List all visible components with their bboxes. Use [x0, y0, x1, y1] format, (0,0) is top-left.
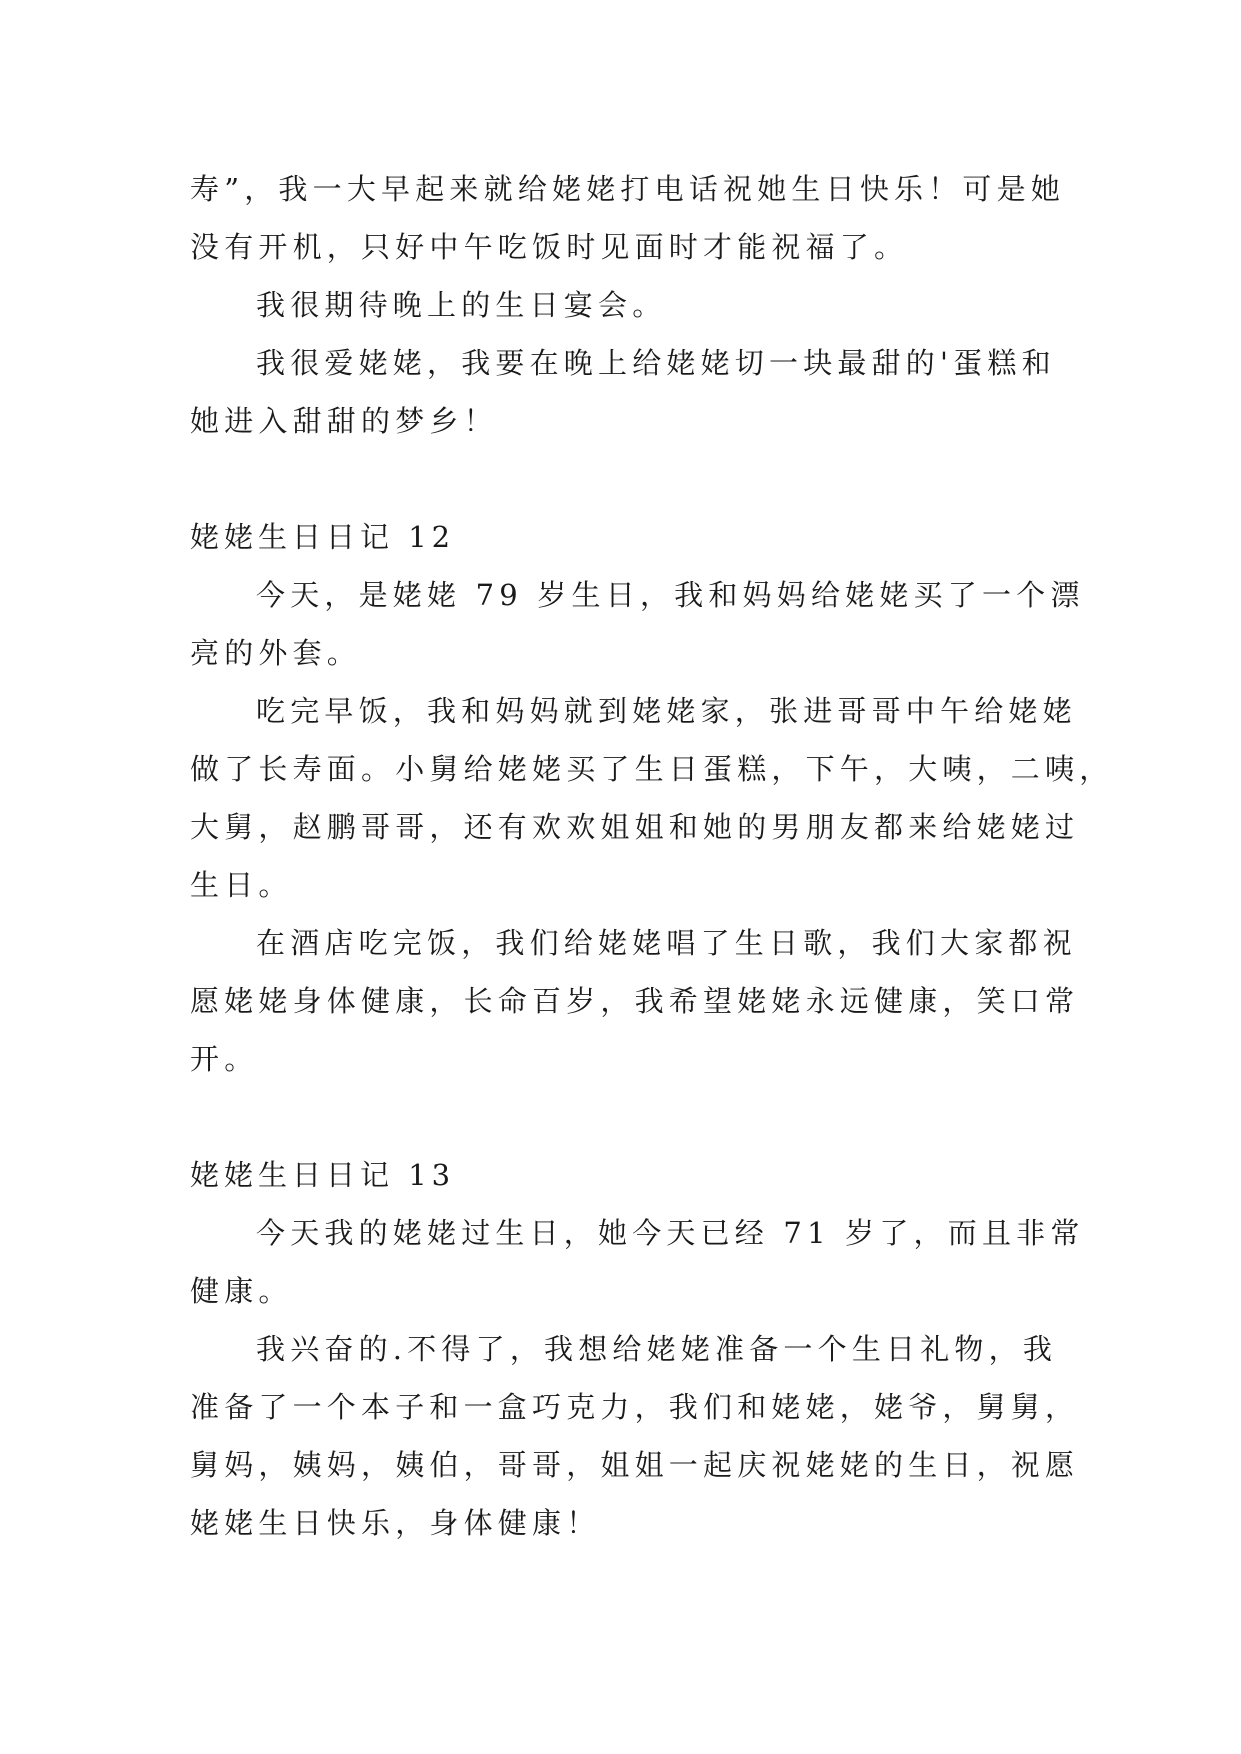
text-line: 我很期待晚上的生日宴会。 [256, 288, 667, 322]
text-line: 吃完早饭，我和妈妈就到姥姥家，张进哥哥中午给姥姥 [256, 694, 1077, 728]
text-line: 大舅，赵鹏哥哥，还有欢欢姐姐和她的男朋友都来给姥姥过 [190, 810, 1080, 844]
paragraph [190, 914, 1080, 1088]
paragraph [190, 334, 1056, 450]
text-line: 舅妈，姨妈，姨伯，哥哥，姐姐一起庆祝姥姥的生日，祝愿 [190, 1448, 1080, 1482]
text-line: 愿姥姥身体健康，长命百岁，我希望姥姥永远健康，笑口常 [190, 984, 1080, 1018]
section-spacer [190, 450, 1050, 508]
paragraph [190, 1204, 1085, 1320]
paragraph [190, 276, 1050, 334]
paragraph [190, 566, 1085, 682]
text-line: 亮的外套。 [190, 636, 362, 670]
diary-section-continued [190, 160, 1066, 450]
diary-section-12 [190, 508, 1114, 1088]
text-line: 做了长寿面。小舅给姥姥买了生日蛋糕，下午，大咦，二咦， [190, 752, 1114, 786]
paragraph [190, 682, 1114, 914]
text-line: 健康。 [190, 1274, 293, 1308]
text-line: 寿”，我一大早起来就给姥姥打电话祝她生日快乐！可是她 [190, 172, 1066, 206]
text-line: 准备了一个本子和一盒巧克力，我们和姥姥，姥爷，舅舅， [190, 1390, 1080, 1424]
text-line: 今天我的姥姥过生日，她今天已经 71 岁了，而且非常 [256, 1216, 1085, 1250]
diary-section-13 [190, 1146, 1085, 1552]
text-line: 我兴奋的.不得了，我想给姥姥准备一个生日礼物，我 [256, 1332, 1058, 1366]
section-title: 姥姥生日日记 12 [190, 520, 456, 554]
text-line: 她进入甜甜的梦乡！ [190, 404, 498, 438]
section-title: 姥姥生日日记 13 [190, 1158, 456, 1192]
document-body [190, 160, 1114, 1552]
text-line: 在酒店吃完饭，我们给姥姥唱了生日歌，我们大家都祝 [256, 926, 1077, 960]
text-line: 没有开机，只好中午吃饭时见面时才能祝福了。 [190, 230, 909, 264]
text-line: 生日。 [190, 868, 293, 902]
text-line: 我很爱姥姥，我要在晚上给姥姥切一块最甜的'蛋糕和 [256, 346, 1056, 380]
paragraph [190, 1320, 1080, 1552]
text-line: 姥姥生日快乐，身体健康！ [190, 1506, 601, 1540]
paragraph [190, 160, 1066, 276]
text-line: 今天，是姥姥 79 岁生日，我和妈妈给姥姥买了一个漂 [256, 578, 1085, 612]
section-spacer [190, 1088, 1050, 1146]
text-line: 开。 [190, 1042, 259, 1076]
